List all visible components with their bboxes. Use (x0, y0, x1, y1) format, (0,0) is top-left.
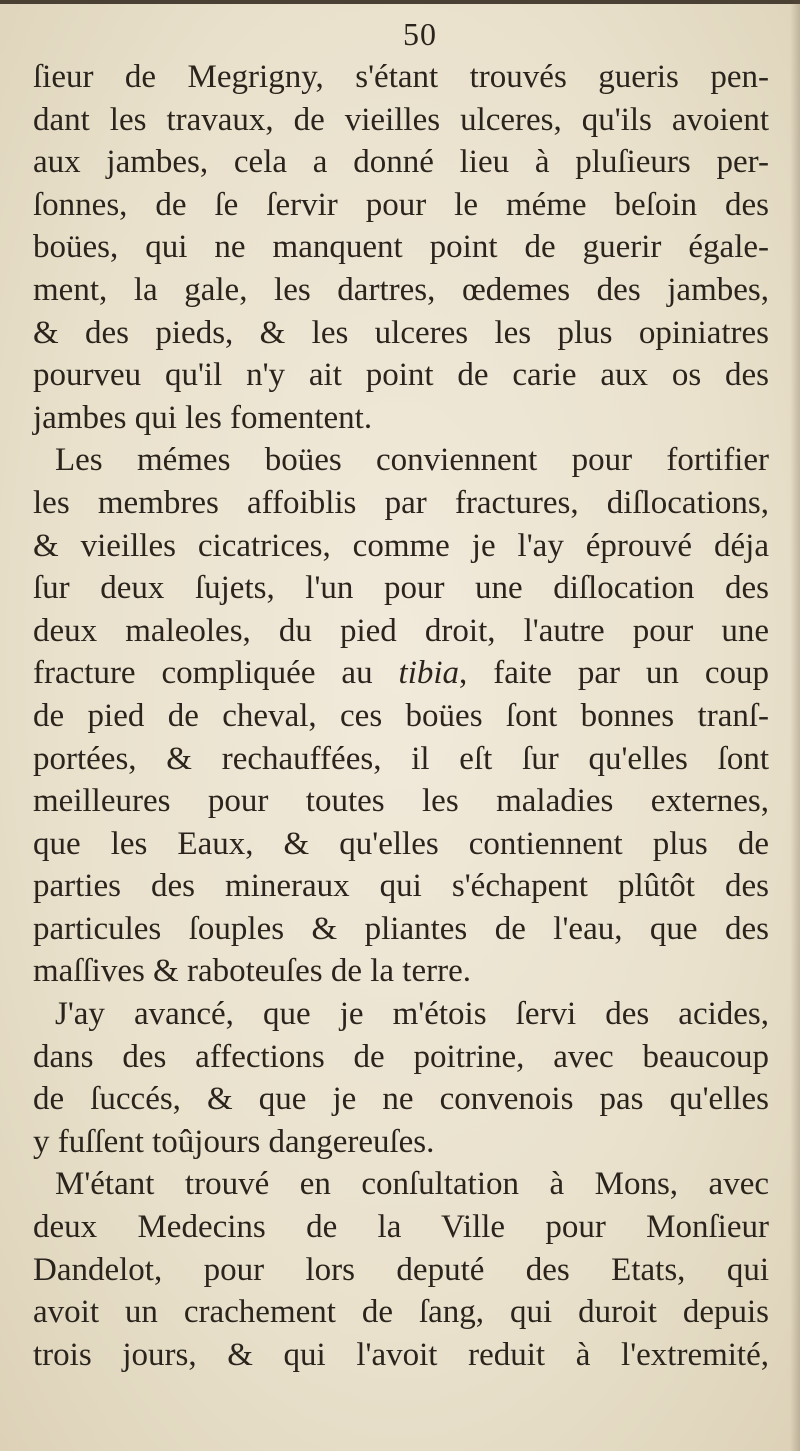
text-line: parties des mineraux qui s'échapent plûtôt des (33, 868, 769, 905)
text-segment: , faite par un coup (459, 655, 770, 692)
text-line: dans des affections de poitrine, avec beaucoup (33, 1038, 769, 1075)
text-segment: fracture compliquée au (33, 655, 373, 692)
text-line: deux maleoles, du pied droit, l'autre pour une (33, 612, 769, 649)
page-edge-shadow (790, 0, 800, 1451)
text-line: J'ay avancé, que je m'étois ſervi des acides, (55, 996, 769, 1033)
top-border (0, 0, 800, 4)
text-line: meilleures pour toutes les maladies externes, (33, 783, 769, 820)
text-line: jambes qui les fomentent. (33, 399, 373, 436)
text-line: deux Medecins de la Ville pour Monſieur (33, 1209, 769, 1246)
text-line: les membres affoiblis par fractures, diſlocations, (33, 484, 769, 521)
text-line: dant les travaux, de vieilles ulceres, qu'ils avoient (33, 101, 769, 138)
text-line: ſieur de Megrigny, s'étant trouvés gueris pen- (33, 59, 769, 95)
text-line: ſonnes, de ſe ſervir pour le méme beſoin des (33, 186, 769, 223)
text-line: & des pieds, & les ulceres les plus opiniatres (33, 314, 769, 351)
italic-term: tibia (398, 655, 460, 692)
text-line: avoit un crachement de ſang, qui duroit depuis (33, 1294, 769, 1331)
text-line: & vieilles cicatrices, comme je l'ay éprouvé déja (33, 527, 769, 564)
text-line: ſur deux ſujets, l'un pour une diſlocation des (33, 570, 769, 607)
text-line: boües, qui ne manquent point de guerir égale- (33, 229, 769, 266)
text-line: de pied de cheval, ces boües ſont bonnes tranſ- (33, 697, 769, 734)
text-line: portées, & rechauffées, il eſt ſur qu'elles ſont (33, 740, 769, 777)
page-number: 50 (403, 16, 437, 52)
text-line: Les mémes boües conviennent pour fortifier (55, 442, 769, 479)
text-line: pourveu qu'il n'y ait point de carie aux os des (33, 357, 769, 394)
text-line: Dandelot, pour lors deputé des Etats, qui (33, 1251, 769, 1288)
text-line: de ſuccés, & que je ne convenois pas qu'elles (33, 1081, 769, 1118)
text-line: trois jours, & qui l'avoit reduit à l'extremité, (33, 1336, 769, 1373)
text-line (33, 652, 769, 695)
text-line: aux jambes, cela a donné lieu à pluſieurs per- (33, 144, 769, 181)
text-line: ment, la gale, les dartres, œdemes des jambes, (33, 271, 769, 308)
text-line: maſſives & raboteuſes de la terre. (33, 953, 471, 990)
text-line: y fuſſent toûjours dangereuſes. (33, 1123, 435, 1160)
text-line: que les Eaux, & qu'elles contiennent plus de (33, 825, 769, 862)
text-line: M'étant trouvé en conſultation à Mons, avec (55, 1166, 769, 1203)
body-text (33, 56, 769, 1376)
text-line: particules ſouples & pliantes de l'eau, que des (33, 910, 769, 947)
